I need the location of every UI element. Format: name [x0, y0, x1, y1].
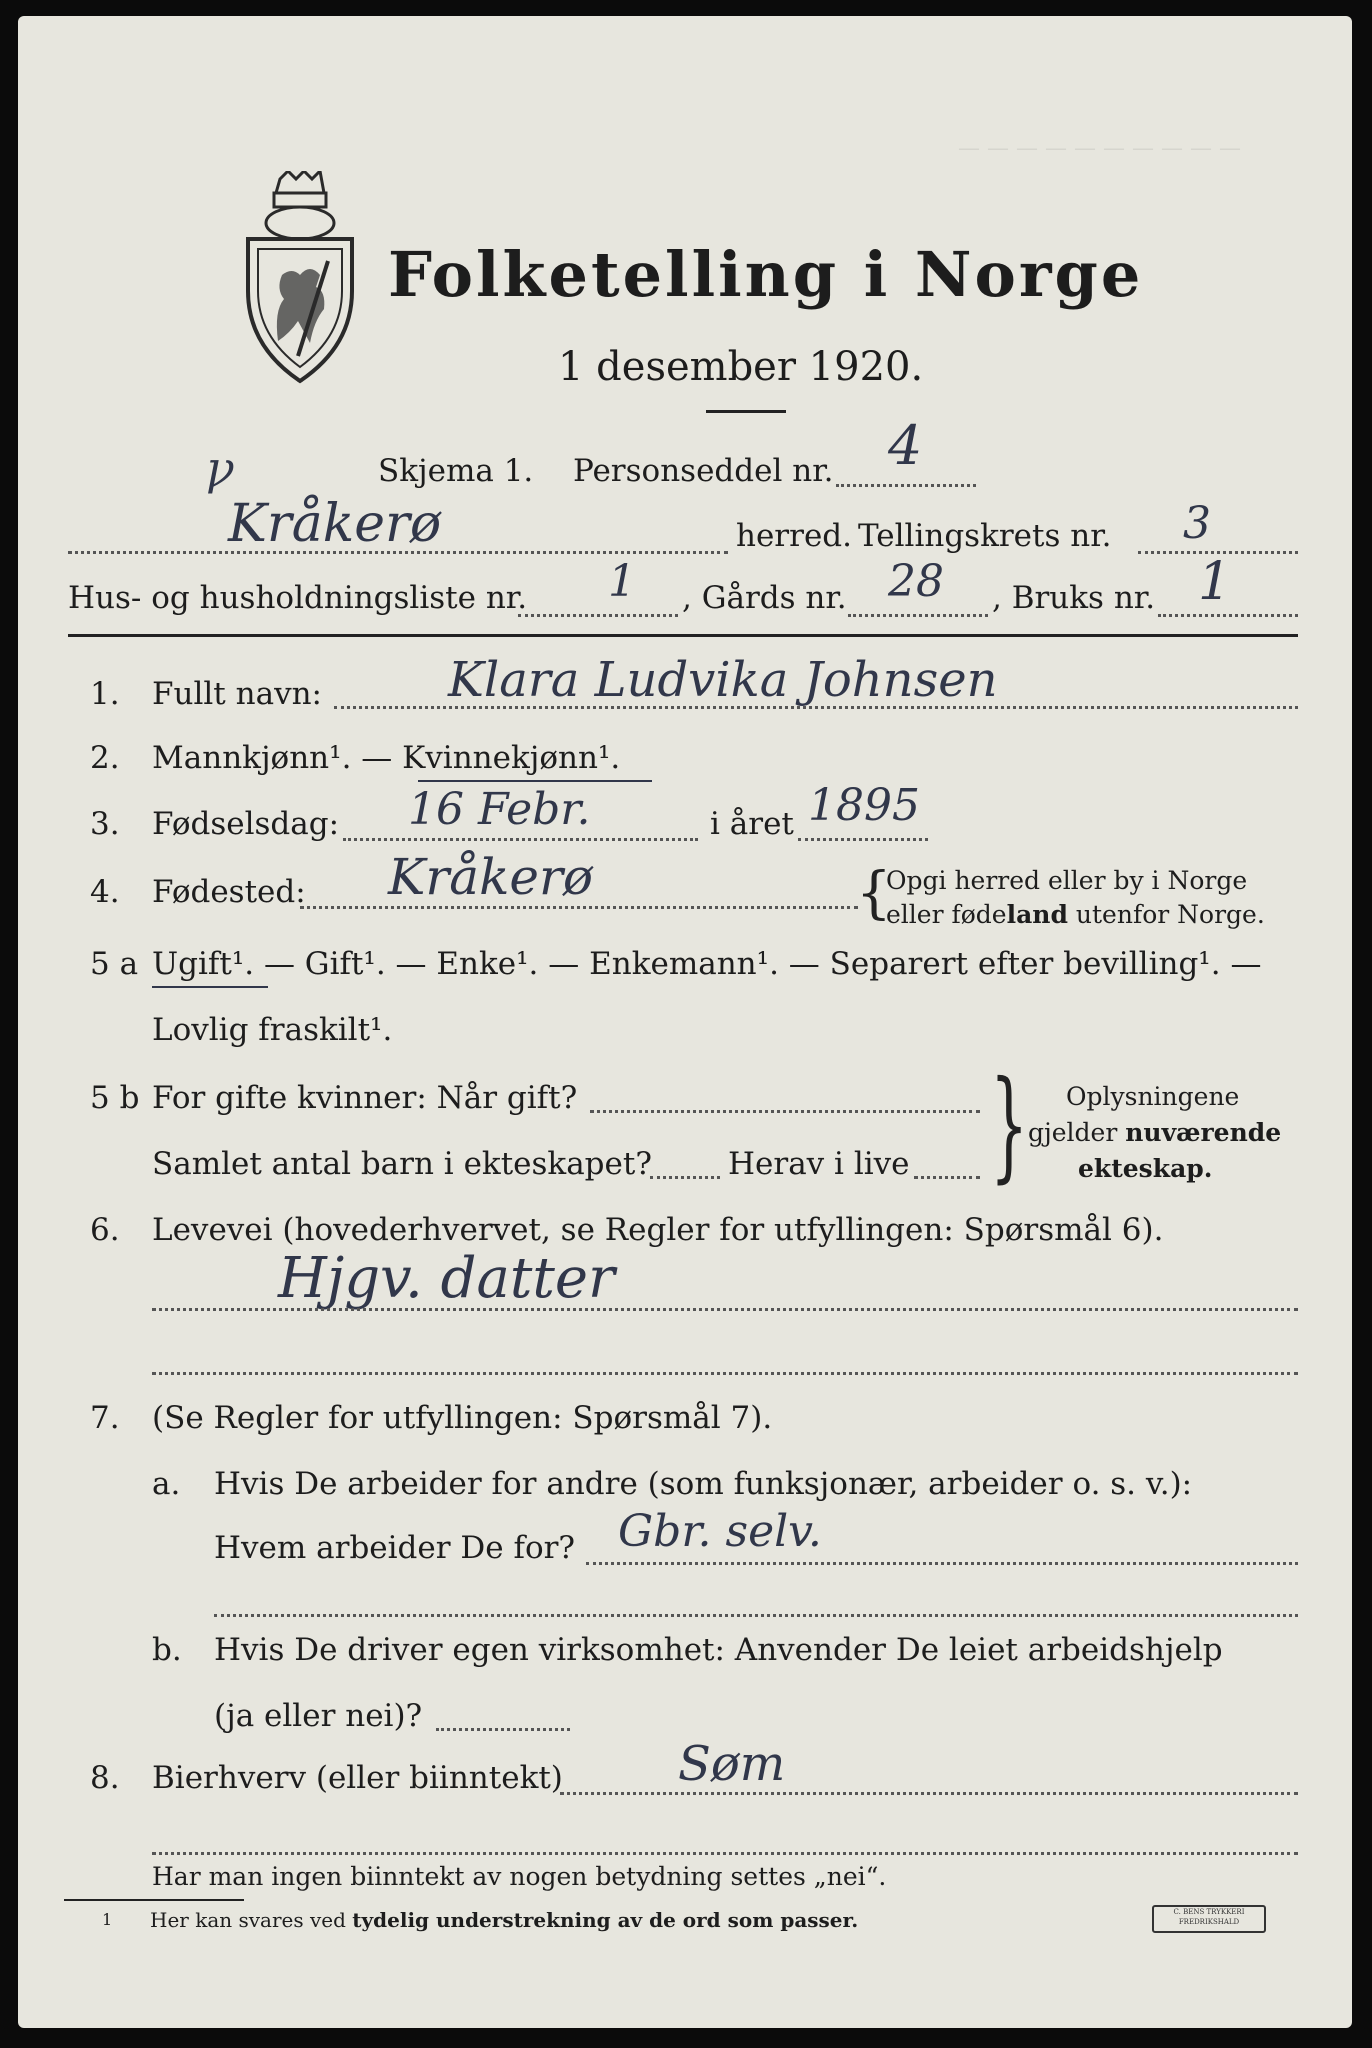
q3-number: 3.: [90, 806, 120, 842]
q7-label: (Se Regler for utfyllingen: Spørsmål 7).: [152, 1400, 773, 1436]
q2-number: 2.: [90, 740, 120, 776]
q7a-label: Hvis De arbeider for andre (som funksjonær, arbeider o. s. v.):: [214, 1466, 1193, 1502]
q7a-line1: [586, 1562, 1298, 1565]
coat-of-arms-icon: [240, 171, 360, 391]
q8-line1: [560, 1792, 1298, 1795]
bruks-label: , Bruks nr.: [992, 580, 1156, 616]
personseddel-label: Personseddel nr.: [573, 453, 834, 489]
q7a-employer-value[interactable]: Gbr. selv.: [618, 1506, 822, 1557]
husliste-line: [518, 614, 678, 617]
q5a-number: 5 a: [90, 946, 139, 982]
q5b-note-line1: Oplysningene: [1066, 1082, 1240, 1111]
footnote-mark: 1: [102, 1910, 113, 1929]
q4-label: Fødested:: [152, 874, 306, 910]
gards-line: [848, 614, 988, 617]
printer-stamp: C. BENS TRYKKERI FREDRIKSHALD: [1152, 1905, 1266, 1933]
q8-number: 8.: [90, 1760, 120, 1796]
q6-number: 6.: [90, 1212, 120, 1248]
gards-value[interactable]: 28: [888, 556, 944, 607]
q1-number: 1.: [90, 676, 120, 712]
q5a-underline-mark: [152, 986, 268, 988]
q4-note-line1: Opgi herred eller by i Norge: [886, 866, 1248, 895]
herred-value[interactable]: Kråkerø: [228, 494, 442, 554]
q7b-line: [436, 1728, 570, 1731]
q7b-label: Hvis De driver egen virksomhet: Anvender De leiet arbeidshjelp: [214, 1632, 1223, 1668]
q5b-number: 5 b: [90, 1080, 140, 1116]
header-divider: [68, 634, 1298, 637]
q5a-options: Ugift¹. — Gift¹. — Enke¹. — Enkemann¹. — Separert efter bevilling¹. —: [152, 946, 1262, 982]
q3-label: Fødselsdag:: [152, 806, 340, 842]
title-divider: [706, 410, 786, 413]
husliste-label: Hus- og husholdningsliste nr.: [68, 580, 528, 616]
q7a-line2: [214, 1614, 1298, 1617]
q7a-letter: a.: [152, 1466, 181, 1502]
census-form-page: [18, 16, 1352, 2028]
gards-label: , Gårds nr.: [682, 580, 847, 616]
q3-birthday-value[interactable]: 16 Febr.: [408, 784, 591, 835]
q8-line2: [152, 1852, 1298, 1855]
q7-number: 7.: [90, 1400, 120, 1436]
q2-underline-mark: [418, 780, 652, 782]
form-title: Folketelling i Norge: [388, 238, 1144, 311]
personseddel-value[interactable]: 4: [888, 414, 923, 477]
q7b-yes-no-label: (ja eller nei)?: [214, 1698, 423, 1734]
form-date: 1 desember 1920.: [558, 344, 924, 390]
q3-year-line: [798, 838, 928, 841]
q7a-employer-label: Hvem arbeider De for?: [214, 1530, 576, 1566]
q8-side-income-value[interactable]: Søm: [678, 1736, 786, 1792]
q5b-note-line3: ekteskap.: [1078, 1154, 1213, 1183]
handwritten-mark: ꝩ: [206, 441, 235, 495]
q1-full-name-value[interactable]: Klara Ludvika Johnsen: [448, 652, 998, 708]
q5b-alive-line: [914, 1176, 980, 1179]
bruks-value[interactable]: 1: [1198, 552, 1232, 612]
q4-number: 4.: [90, 874, 120, 910]
q1-label: Fullt navn:: [152, 676, 322, 712]
skjema-label: Skjema 1.: [378, 453, 534, 489]
q4-birthplace-value[interactable]: Kråkerø: [388, 848, 593, 906]
footnote-divider: [64, 1899, 244, 1901]
bleed-through-text: — — — — — — — — — —: [958, 136, 1241, 161]
q8-label: Bierhverv (eller biinntekt): [152, 1760, 563, 1796]
tellingskrets-label: Tellingskrets nr.: [858, 518, 1112, 554]
q5b-brace: }: [990, 1056, 1029, 1195]
q4-brace: {: [856, 861, 892, 926]
q4-note-line2: eller fødeland utenfor Norge.: [886, 900, 1265, 929]
q6-line1: [152, 1308, 1298, 1311]
note-nei: Har man ingen biinntekt av nogen betydning settes „nei“.: [152, 1862, 887, 1891]
q3-year-value[interactable]: 1895: [808, 780, 920, 831]
q2-sex-options: Mannkjønn¹. — Kvinnekjønn¹.: [152, 740, 621, 776]
bruks-line: [1158, 614, 1298, 617]
q5b-married-when-label: For gifte kvinner: Når gift?: [152, 1080, 578, 1116]
tellingskrets-value[interactable]: 3: [1183, 498, 1211, 549]
q7b-letter: b.: [152, 1632, 182, 1668]
q5b-alive-label: Herav i live: [728, 1146, 910, 1182]
footnote-text: Her kan svares ved tydelig understrekning av de ord som passer.: [150, 1908, 859, 1932]
q3-year-label: i året: [710, 806, 794, 842]
q5a-options-line2: Lovlig fraskilt¹.: [152, 1012, 393, 1048]
q5b-children-label: Samlet antal barn i ekteskapet?: [152, 1146, 652, 1182]
q5b-children-line: [650, 1176, 720, 1179]
husliste-value[interactable]: 1: [608, 556, 636, 607]
herred-label: herred.: [736, 518, 852, 554]
q5b-married-when-line: [590, 1110, 980, 1113]
q3-line: [343, 838, 698, 841]
q6-label: Levevei (hovederhvervet, se Regler for utfyllingen: Spørsmål 6).: [152, 1212, 1164, 1248]
personseddel-line: [836, 484, 976, 487]
q6-line2: [152, 1372, 1298, 1375]
q6-occupation-value[interactable]: Hjgv. datter: [278, 1246, 615, 1311]
q5b-note-line2: gjelder nuværende: [1028, 1118, 1282, 1147]
q4-line: [300, 906, 858, 909]
